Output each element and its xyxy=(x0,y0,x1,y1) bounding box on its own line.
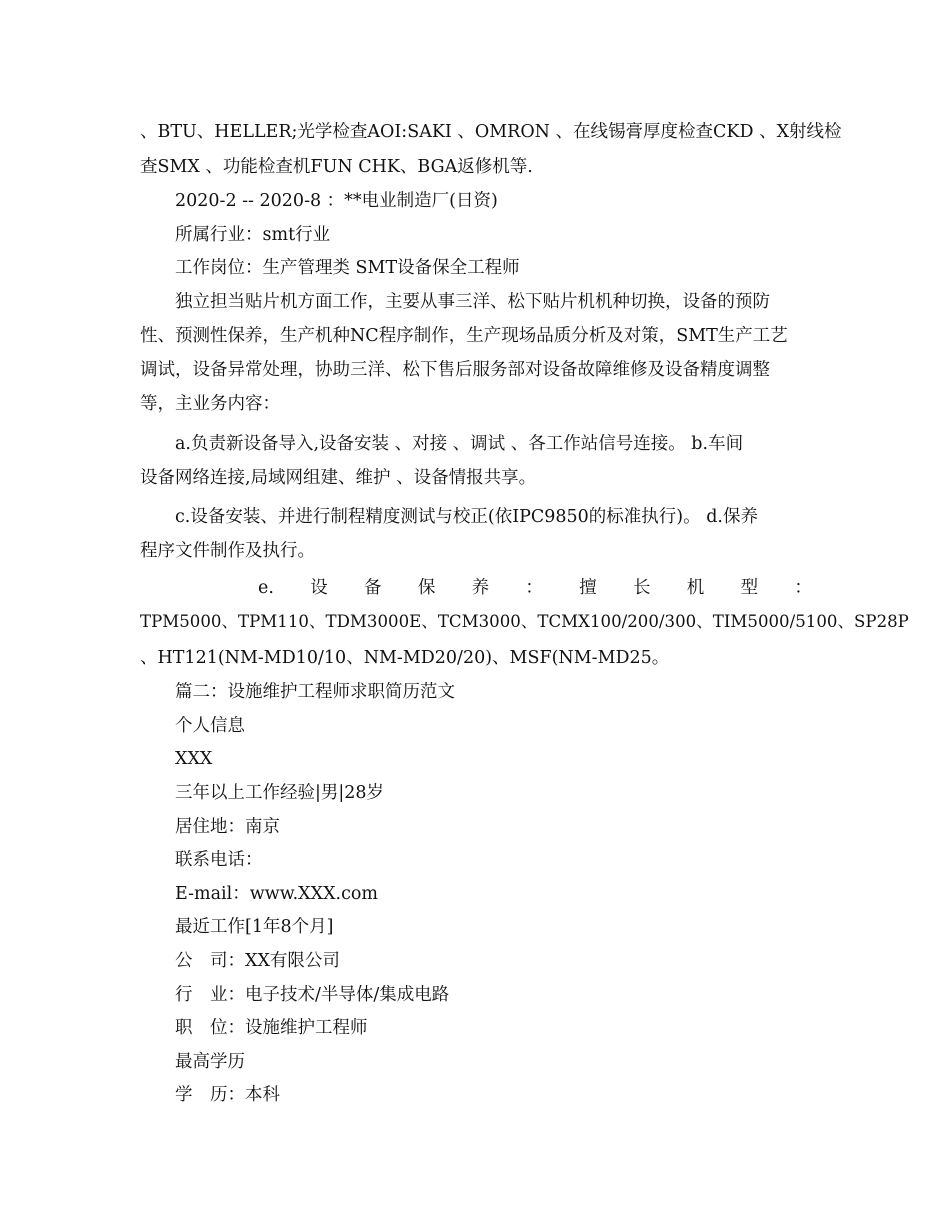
spread-char: 备 xyxy=(364,578,382,598)
spread-char: 长 xyxy=(633,578,651,598)
spread-char: 机 xyxy=(686,578,705,598)
text-line: 职 位：设施维护工程师 xyxy=(175,1018,368,1038)
text-line: 所属行业：smt行业 xyxy=(175,225,331,245)
text-line: 设备网络连接,局域网组建、维护 、设备情报共享。 xyxy=(140,468,537,488)
text-line: 、HT121(NM-MD10/10、NM-MD20/20)、MSF(NM-MD25。 xyxy=(140,648,670,668)
text-line: 等，主业务内容： xyxy=(140,394,280,414)
text-line: 查SMX 、功能检查机FUN CHK、BGA返修机等. xyxy=(140,157,533,177)
spread-char: e. xyxy=(258,578,274,598)
text-line: 公 司：XX有限公司 xyxy=(175,951,340,971)
spread-char: ： xyxy=(794,578,812,598)
spread-char: ： xyxy=(525,578,543,598)
spread-char: 设 xyxy=(310,578,328,598)
text-line: 工作岗位：生产管理类 SMT设备保全工程师 xyxy=(175,258,520,278)
text-line: 行 业：电子技术/半导体/集成电路 xyxy=(175,985,450,1005)
spread-text-line xyxy=(140,576,812,600)
text-line: TPM5000、TPM110、TDM3000E、TCM3000、TCMX100/200/300、TIM5000/5100、SP28P xyxy=(140,612,909,631)
spread-char: 型 xyxy=(740,578,759,598)
text-line: 性、预测性保养，生产机种NC程序制作，生产现场品质分析及对策，SMT生产工艺 xyxy=(140,326,788,346)
text-line: 最高学历 xyxy=(175,1052,245,1072)
text-line: 居住地：南京 xyxy=(175,817,280,837)
text-line: 2020-2 -- 2020-8 ：**电业制造厂(日资) xyxy=(175,191,498,211)
section-heading: 篇二：设施维护工程师求职简历范文 xyxy=(175,682,455,702)
spread-char: 保 xyxy=(417,578,436,598)
spread-char: 擅 xyxy=(579,578,597,598)
text-line: 、BTU、HELLER;光学检查AOI:SAKI 、OMRON 、在线锡膏厚度检查CKD 、X射线检 xyxy=(140,122,842,142)
text-line: 联系电话： xyxy=(175,850,263,870)
text-line: XXX xyxy=(175,749,213,769)
text-line: c.设备安装、并进行制程精度测试与校正(依IPC9850的标准执行)。 d.保养 xyxy=(175,507,758,527)
spread-char: 养 xyxy=(471,578,490,598)
text-line: E-mail：www.XXX.com xyxy=(175,884,379,904)
text-line: 程序文件制作及执行。 xyxy=(140,541,315,561)
text-line: 独立担当贴片机方面工作，主要从事三洋、松下贴片机机种切换，设备的预防 xyxy=(175,292,770,312)
text-line: 三年以上工作经验|男|28岁 xyxy=(175,783,385,803)
text-line: 个人信息 xyxy=(175,716,245,736)
text-line: 调试，设备异常处理，协助三洋、松下售后服务部对设备故障维修及设备精度调整 xyxy=(140,360,770,380)
text-line: 最近工作[1年8个月] xyxy=(175,917,334,937)
text-line: 学 历：本科 xyxy=(175,1085,280,1105)
text-line: a.负责新设备导入,设备安装 、对接 、调试 、各工作站信号连接。 b.车间 xyxy=(175,434,744,454)
